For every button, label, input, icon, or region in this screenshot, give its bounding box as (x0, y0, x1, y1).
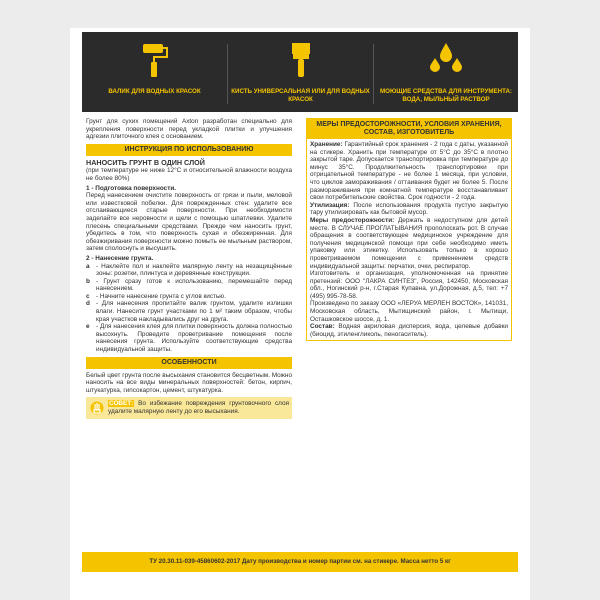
advice-box (86, 397, 292, 419)
list-text: - Наклейте пол и наклейте малярную ленту на незащищённые зоны: розетки, плинтуса и деревянные конструкции. (96, 262, 292, 278)
advice-label: СОВЕТ: (109, 400, 134, 408)
tool-label: КИСТЬ УНИВЕРСАЛЬНАЯ ИЛИ ДЛЯ ВОДНЫХ КРАСОК (231, 88, 370, 103)
features-header: ОСОБЕННОСТИ (86, 357, 292, 369)
list-key: e (86, 323, 90, 331)
apply-note: (при температуре не ниже 12°C и относительной влажности воздуха не более 80%) (86, 167, 292, 182)
left-column (86, 118, 292, 419)
list-key: d (86, 300, 90, 308)
step1-title: 1 - Подготовка поверхности. (86, 184, 177, 192)
tool-brush (228, 32, 373, 112)
footer-bar: ТУ 20.30.11-039-45860602-2017 Дату производства и номер партии см. на стикере. Масса нетто 5 кг (82, 552, 518, 572)
list-key: c (86, 292, 90, 300)
intro-text: Грунт для сухих помещений Axton разработан специально для укрепления поверхности перед укладкой плитки и улучшения адгезии плиточного клея с основанием. (86, 118, 292, 141)
safety-label: Меры предосторожности: (310, 216, 395, 224)
paint-brush-icon (286, 40, 316, 80)
step2-title: 2 - Нанесение грунта. (86, 254, 154, 262)
ordered-by-text: Произведено по заказу ООО «ЛЕРУА МЕРЛЕН ВОСТОК», 141031, Московская область, Мытищинский район, г. Мытищи, Осташковское шоссе, д. 1. (310, 300, 508, 323)
list-item (86, 278, 292, 293)
list-text: - Для нанесения пропитайте валик грунтом, удалите излишки влаги. Нанесите грунт участками по 1 м² таким образом, чтобы края участков накладывались друг на друга. (96, 300, 292, 323)
composition-text: Водная акриловая дисперсия, вода, целевые добавки (биоцид, этиленгликоль, пеногаситель). (310, 323, 508, 338)
features-text: Белый цвет грунта после высыхания становится бесцветным. Можно наносить на все виды минеральных поверхностей: бетон, кирпич, штукатурка, гипсокартон, цемент, штукатурка. (86, 371, 292, 394)
water-drops-icon (426, 40, 466, 80)
step1-text: Перед нанесением очистите поверхность от грязи и пыли, меловой или известковой побелки. Для поврежденных стен: удалите все отслаивающиеся старые поверхности. При необходимости заделайте все неровности и щели с помощью шпатлевки. Удалите плесень специальными средствами. Прежде чем наносить грунт, убедитесь в том, что поверхность сухая и обезжиренная. Для обезжиривания поверхности можно помыть ее мыльным раствором, затем сполоснуть и высушить. (86, 192, 292, 253)
tool-cleaning (374, 32, 518, 112)
list-key: b (86, 277, 90, 285)
list-item (86, 263, 292, 278)
right-column (306, 118, 512, 341)
list-key: a (86, 262, 90, 270)
tool-roller (82, 32, 227, 112)
safety-text: Держать в недоступном для детей месте. В СЛУЧАЕ ПРОГЛАТЫВАНИЯ прополоскать рот. В случае обращения в соответствующее медицинское учреждение для получения медицинской помощи при себе необходимо иметь упаковку или этикетку. Использовать только в хорошо проветриваемом помещении с применением средств индивидуальной защиты: перчатки, очки, респиратор. (310, 216, 508, 270)
composition-label: Состав: (310, 323, 335, 331)
storage-text: Гарантийный срок хранения - 2 года с даты, указанной на стикере. Хранить при температуре от 5°С до 35°С в плотно закрытой таре. Допускается транспортировка при температуре до минус 35°С. Продолжительность транспортировки при отрицательной температуре - не более 1 месяца, при условии, что циклов замораживания / оттаивания будет не более 5. После размораживания при комнатной температуре восстанавливает свои потребительские свойства. Срок годности - 2 года. (310, 141, 508, 202)
tools-band (82, 32, 518, 112)
tool-label: ВАЛИК ДЛЯ ВОДНЫХ КРАСОК (108, 88, 201, 95)
instructions-header: ИНСТРУКЦИЯ ПО ИСПОЛЬЗОВАНИЮ (86, 144, 292, 156)
list-text: - Начните нанесение грунта с углов кистью. (96, 292, 226, 300)
disposal-text: После использования продукта пустую закрытую тару утилизировать как бытовой мусор. (310, 201, 509, 217)
storage-label: Хранение: (310, 141, 343, 148)
paint-roller-icon (140, 40, 170, 80)
list-item (86, 300, 292, 323)
list-text: - Грунт сразу готов к использованию, перемешайте перед нанесением. (96, 277, 292, 293)
list-item (86, 323, 292, 353)
apply-title: НАНОСИТЬ ГРУНТ В ОДИН СЛОЙ (86, 157, 205, 167)
tool-label: МОЮЩИЕ СРЕДСТВА ДЛЯ ИНСТРУМЕНТА: ВОДА, МЫЛЬНЫЙ РАСТВОР (379, 88, 512, 103)
hand-icon (86, 400, 108, 416)
manufacturer-text: Изготовитель и организация, уполномоченная на принятие претензий: ООО "ЛАКРА СИНТЕЗ", Россия, 142450, Московская обл., Ногинский р-н, г.Старая Купавна, ул.Дорожная, д.5, тел: +7 (495) 995-78-58. (310, 270, 508, 300)
disposal-label: Утилизация: (310, 201, 350, 209)
advice-text: Во избежание повреждения грунтовочного слоя удалите малярную ленту до его высыхания. (108, 400, 289, 415)
list-text: - Для нанесения клея для плитки поверхность должна полностью высохнуть. Проведите проветривание помещения после нанесения грунта. Используйте соответствующие средства индивидуальной защиты. (96, 323, 292, 354)
precautions-header: МЕРЫ ПРЕДОСТОРОЖНОСТИ, УСЛОВИЯ ХРАНЕНИЯ, СОСТАВ, ИЗГОТОВИТЕЛЬ (307, 119, 511, 139)
label-content (82, 112, 518, 564)
